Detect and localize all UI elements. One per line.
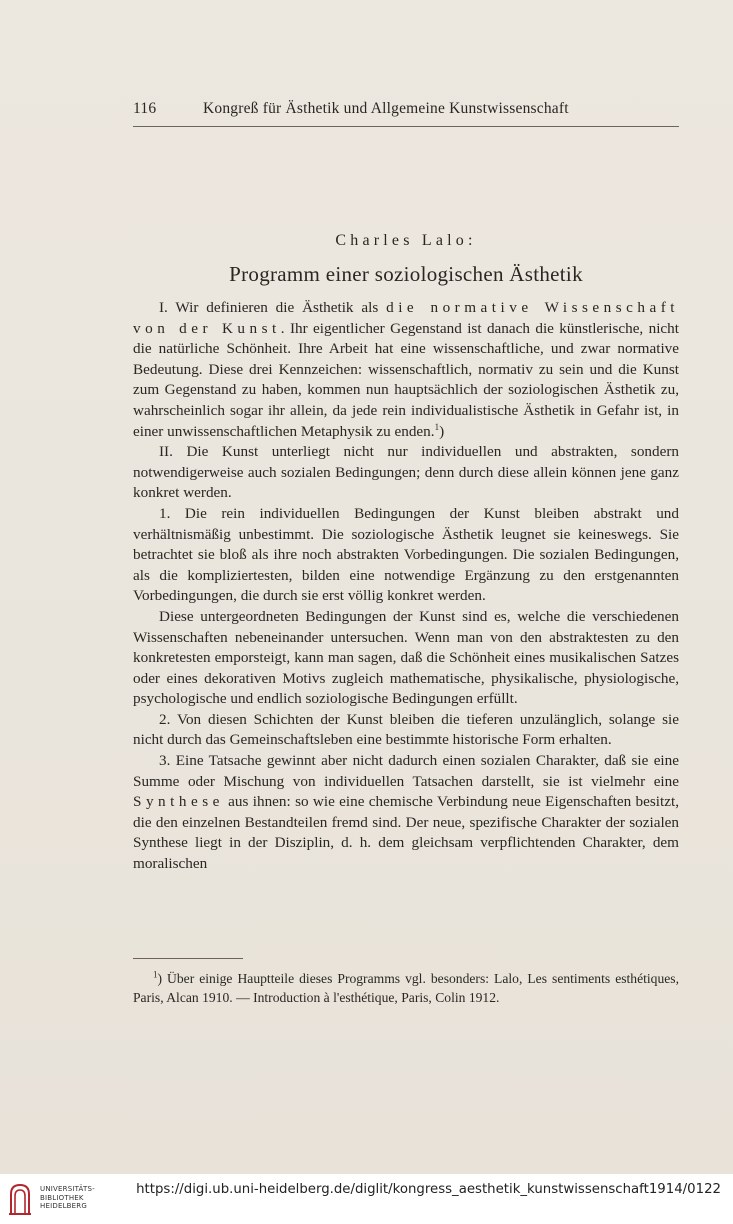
header-rule (133, 126, 679, 127)
footnote-mark: 1 (153, 969, 158, 980)
paragraph-3: 1. Die rein individuellen Bedingungen der Kunst bleiben abstrakt und verhältnismäßig unbestimmt. Die soziologische Ästhetik leugnet sie keineswegs. Sie betrachtet sie bloß als ihre noch abstrakten Vorbedingungen. Die sozialen Bedingungen, als die kompliziertesten, bilden eine notwendige Ergänzung zu den erstgenannten Vorbedingungen, die durch sie erst völlig konkret werden. (133, 504, 679, 605)
footnote-rule (133, 958, 243, 959)
paragraph-4: Diese untergeordneten Bedingungen der Kunst sind es, welche die verschiedenen Wissenschaften nebeneinander untersuchen. Wenn man von den abstraktesten zu den konkretesten emporsteigt, kann man sagen, daß die Schönheit eines musikalischen Satzes oder eines dekorativen Motivs zugleich mathematische, physikalische, physiologische, psychologische und endlich soziologische Bedingungen erfüllt. (133, 607, 679, 708)
article-title: Programm einer soziologischen Ästhetik (229, 262, 583, 286)
digitization-footer (0, 1174, 733, 1224)
footnote-text: ) Über einige Hauptteile dieses Programms vgl. besonders: Lalo, Les sentiments esthétiques, Paris, Alcan 1910. — Introduction à l'esthétique, Paris, Colin 1912. (133, 971, 679, 1005)
spaced-emphasis: die normative Wissenschaft von der Kunst (133, 299, 679, 337)
paragraph-6-rest: aus ihnen: so wie eine chemische Verbindung neue Eigenschaften besitzt, die den einzelnen Bestandteilen fremd sind. Der neue, spezifische Charakter der sozialen Synthese liegt in der Disziplin, d. h. dem gleichsam verpflichtenden Charakter, dem moralischen (133, 793, 679, 873)
paragraph-1-rest: . Ihr eigentlicher Gegenstand ist danach die künstlerische, nicht die natürliche Schönheit. Ihre Arbeit hat eine wissenschaftliche, und zwar normative Bedeutung. Diese drei Kennzeichen: wissenschaftlich, normativ zu sein und die Kunst zum Gegenstand zu haben, kommen nun hauptsächlich der soziologischen Ästhetik zu, wahrscheinlich sogar ihr allein, da jede rein individualistische Ästhetik in Gefahr ist, in einer unwissenschaftlichen Metaphysik zu enden. (133, 319, 679, 440)
running-head (133, 100, 679, 124)
library-name-line-2: BIBLIOTHEK (40, 1193, 84, 1202)
library-name-line-1: UNIVERSITÄTS- (40, 1185, 95, 1193)
footnote-reference: 1 (434, 421, 440, 432)
paragraph-6 (133, 751, 679, 875)
paragraph-1-start: I. Wir definieren die Ästhetik als (159, 299, 387, 316)
paragraph-5: 2. Von diesen Schichten der Kunst bleiben die tieferen unzulänglich, solange sie nicht durch das Gemeinschaftsleben eine bestimmte historische Form erhalten. (133, 710, 679, 749)
paragraph-6-start: 3. Eine Tatsache gewinnt aber nicht dadurch einen sozialen Charakter, daß sie eine Summe oder Mischung von individuellen Tatsachen darstellt, sie ist vielmehr eine (133, 752, 679, 790)
article-body (133, 298, 679, 875)
footnote (133, 970, 679, 1007)
paragraph-1 (133, 298, 679, 442)
page-number: 116 (133, 100, 157, 117)
library-name-line-3: HEIDELBERG (40, 1202, 87, 1210)
paragraph-1-end: ) (439, 422, 445, 440)
permalink-url[interactable]: https://digi.ub.uni-heidelberg.de/diglit/kongress_aesthetik_kunstwissenschaft1914/0122 (136, 1182, 721, 1197)
library-logo-icon (8, 1182, 32, 1216)
paragraph-2: II. Die Kunst unterliegt nicht nur individuellen und abstrakten, sondern notwendigerweise auch sozialen Bedingungen; denn durch diese allein können jene ganz konkret werden. (133, 443, 679, 502)
spaced-emphasis: Synthese (133, 793, 224, 811)
running-title: Kongreß für Ästhetik und Allgemeine Kunstwissenschaft (203, 100, 569, 117)
library-name (40, 1185, 95, 1211)
article-author: Charles Lalo: (335, 232, 477, 249)
